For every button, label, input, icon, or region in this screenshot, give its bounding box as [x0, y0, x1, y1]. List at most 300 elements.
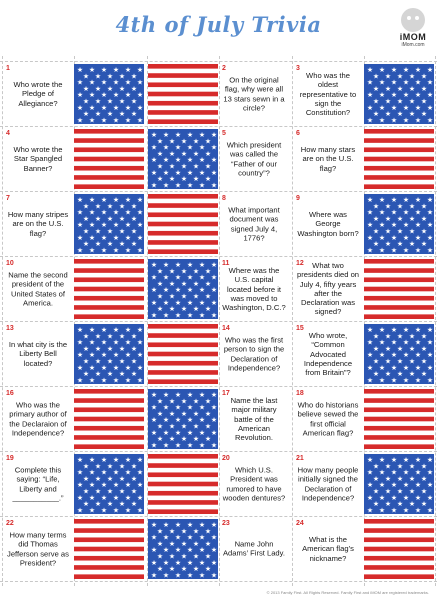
red-stripe: [148, 119, 218, 124]
star-icon: ★: [372, 203, 380, 211]
star-icon: ★: [100, 92, 108, 100]
star-icon: ★: [174, 312, 182, 319]
star-icon: ★: [192, 176, 200, 184]
question-text: How many terms did Thomas Jefferson serve as President?: [7, 530, 69, 568]
red-stripe: [74, 417, 144, 422]
star-icon: ★: [106, 463, 114, 471]
question-text: How many stripes are on the U.S. flag?: [7, 210, 69, 238]
question-number: 5: [222, 130, 226, 137]
star-icon: ★: [408, 73, 416, 81]
flag-panel: [364, 129, 434, 189]
star-icon: ★: [408, 228, 416, 236]
star-icon: ★: [198, 169, 206, 177]
red-stripe: [364, 537, 434, 542]
star-icon: ★: [186, 144, 194, 152]
star-icon: ★: [402, 494, 410, 502]
star-icon: ★: [426, 197, 434, 204]
star-icon: ★: [162, 274, 170, 282]
red-stripe: [74, 574, 144, 579]
trivia-card: [3, 259, 144, 319]
question-text: Name the last major military battle of the American Revolution.: [230, 395, 278, 442]
question-text: Who was the primary author of the Declaraion of Independence?: [9, 400, 67, 438]
star-icon: ★: [150, 262, 158, 269]
star-icon: ★: [130, 111, 138, 119]
star-icon: ★: [112, 197, 120, 204]
star-icon: ★: [396, 463, 404, 471]
star-icon: ★: [112, 507, 120, 514]
star-icon: ★: [378, 494, 386, 502]
star-icon: ★: [396, 475, 404, 483]
star-icon: ★: [94, 371, 102, 379]
star-icon: ★: [426, 209, 434, 217]
star-icon: ★: [204, 423, 212, 431]
star-icon: ★: [372, 228, 380, 236]
star-icon: ★: [124, 494, 132, 502]
star-icon: ★: [408, 85, 416, 93]
star-icon: ★: [372, 358, 380, 366]
question-panel: [293, 454, 363, 514]
question-panel: [219, 64, 289, 124]
star-icon: ★: [124, 507, 132, 514]
star-icon: ★: [162, 182, 170, 189]
star-icon: ★: [118, 85, 126, 93]
star-icon: ★: [210, 404, 218, 412]
star-icon: ★: [94, 345, 102, 353]
star-icon: ★: [124, 247, 132, 254]
star-icon: ★: [372, 371, 380, 379]
star-icon: ★: [390, 234, 398, 242]
red-stripe: [148, 352, 218, 357]
star-icon: ★: [106, 98, 114, 106]
flag-panel: [74, 324, 144, 384]
star-icon: ★: [118, 215, 126, 223]
star-icon: ★: [150, 392, 158, 399]
star-icon: ★: [118, 463, 126, 471]
question-panel: [3, 129, 73, 189]
star-icon: ★: [94, 475, 102, 483]
star-icon: ★: [198, 182, 206, 189]
star-icon: ★: [76, 494, 84, 502]
star-icon: ★: [156, 528, 164, 536]
question-number: 21: [296, 455, 304, 462]
star-icon: ★: [168, 150, 176, 158]
red-stripe: [74, 389, 144, 394]
star-icon: ★: [180, 268, 188, 276]
stars-flag-icon: [148, 259, 218, 319]
red-stripe: [74, 426, 144, 431]
question-number: 1: [6, 65, 10, 72]
red-stripe: [364, 175, 434, 180]
question-text: Who wrote, “Common Advocated Independence from Britain”?: [303, 330, 353, 377]
star-icon: ★: [130, 85, 138, 93]
star-icon: ★: [100, 339, 108, 347]
star-icon: ★: [372, 73, 380, 81]
star-icon: ★: [414, 197, 422, 204]
red-stripe: [74, 305, 144, 310]
star-icon: ★: [390, 197, 398, 204]
star-icon: ★: [94, 228, 102, 236]
star-icon: ★: [402, 457, 410, 464]
question-number: 15: [296, 325, 304, 332]
star-icon: ★: [156, 163, 164, 171]
star-icon: ★: [384, 98, 392, 106]
star-icon: ★: [402, 67, 410, 74]
star-icon: ★: [210, 144, 218, 152]
trivia-card: [293, 454, 434, 514]
star-icon: ★: [402, 327, 410, 334]
red-stripe: [364, 407, 434, 412]
star-icon: ★: [124, 67, 132, 74]
red-stripe: [148, 194, 218, 199]
red-stripe: [364, 277, 434, 282]
star-icon: ★: [174, 522, 182, 529]
star-icon: ★: [210, 522, 218, 529]
star-icon: ★: [186, 169, 194, 177]
star-icon: ★: [366, 247, 374, 254]
star-icon: ★: [408, 345, 416, 353]
star-icon: ★: [82, 241, 90, 249]
star-icon: ★: [180, 293, 188, 301]
star-icon: ★: [186, 262, 194, 269]
star-icon: ★: [366, 364, 374, 372]
star-icon: ★: [198, 299, 206, 307]
star-icon: ★: [124, 469, 132, 477]
star-icon: ★: [156, 423, 164, 431]
star-icon: ★: [136, 234, 144, 242]
star-icon: ★: [426, 339, 434, 347]
question-number: 19: [6, 455, 14, 462]
star-icon: ★: [420, 488, 428, 496]
star-icon: ★: [112, 209, 120, 217]
star-icon: ★: [156, 176, 164, 184]
star-icon: ★: [100, 197, 108, 204]
star-icon: ★: [118, 98, 126, 106]
star-icon: ★: [192, 553, 200, 561]
star-icon: ★: [168, 176, 176, 184]
star-icon: ★: [420, 228, 428, 236]
star-icon: ★: [414, 377, 422, 384]
star-icon: ★: [112, 327, 120, 334]
star-icon: ★: [156, 410, 164, 418]
star-icon: ★: [210, 169, 218, 177]
star-icon: ★: [94, 73, 102, 81]
star-icon: ★: [150, 572, 158, 579]
stripes-flag-icon: [364, 259, 434, 319]
star-icon: ★: [180, 436, 188, 444]
question-number: 8: [222, 195, 226, 202]
logo-brand: iMOM: [399, 32, 427, 42]
star-icon: ★: [130, 358, 138, 366]
star-icon: ★: [150, 534, 158, 542]
question-text: Who wrote the Star Spangled Banner?: [13, 145, 63, 173]
red-stripe: [148, 361, 218, 366]
red-stripe: [148, 92, 218, 97]
star-icon: ★: [76, 234, 84, 242]
stars-flag-icon: [74, 64, 144, 124]
star-icon: ★: [156, 540, 164, 548]
star-icon: ★: [414, 92, 422, 100]
star-icon: ★: [94, 488, 102, 496]
flag-panel: [74, 129, 144, 189]
star-icon: ★: [168, 293, 176, 301]
star-icon: ★: [186, 547, 194, 555]
star-icon: ★: [94, 98, 102, 106]
star-icon: ★: [106, 203, 114, 211]
star-icon: ★: [88, 92, 96, 100]
star-icon: ★: [204, 540, 212, 548]
star-icon: ★: [168, 410, 176, 418]
star-icon: ★: [204, 293, 212, 301]
star-icon: ★: [112, 364, 120, 372]
star-icon: ★: [390, 482, 398, 490]
red-stripe: [148, 240, 218, 245]
red-stripe: [74, 528, 144, 533]
star-icon: ★: [198, 547, 206, 555]
star-icon: ★: [408, 358, 416, 366]
question-text: What is the American flag’s nickname?: [302, 535, 354, 563]
star-icon: ★: [100, 117, 108, 124]
red-stripe: [148, 472, 218, 477]
star-icon: ★: [192, 398, 200, 406]
star-icon: ★: [204, 436, 212, 444]
star-icon: ★: [118, 203, 126, 211]
star-icon: ★: [106, 111, 114, 119]
star-icon: ★: [180, 398, 188, 406]
star-icon: ★: [396, 228, 404, 236]
trivia-card: [293, 389, 434, 449]
star-icon: ★: [396, 98, 404, 106]
question-panel: [219, 129, 289, 189]
star-icon: ★: [426, 117, 434, 124]
star-icon: ★: [372, 345, 380, 353]
star-icon: ★: [390, 67, 398, 74]
star-icon: ★: [378, 234, 386, 242]
star-icon: ★: [210, 534, 218, 542]
star-icon: ★: [130, 241, 138, 249]
star-icon: ★: [384, 371, 392, 379]
star-icon: ★: [76, 247, 84, 254]
star-icon: ★: [384, 358, 392, 366]
flag-panel: [74, 519, 144, 579]
star-icon: ★: [112, 469, 120, 477]
star-icon: ★: [174, 417, 182, 425]
star-icon: ★: [156, 566, 164, 574]
question-number: 6: [296, 130, 300, 137]
star-icon: ★: [112, 117, 120, 124]
star-icon: ★: [136, 494, 144, 502]
star-icon: ★: [156, 280, 164, 288]
star-icon: ★: [396, 111, 404, 119]
trivia-card: [148, 454, 289, 514]
logo-site: iMom.com: [401, 42, 425, 48]
star-icon: ★: [414, 222, 422, 230]
star-icon: ★: [198, 392, 206, 399]
star-icon: ★: [82, 371, 90, 379]
trivia-card: [148, 64, 289, 124]
flag-panel: [364, 64, 434, 124]
star-icon: ★: [396, 488, 404, 496]
star-icon: ★: [204, 268, 212, 276]
star-icon: ★: [118, 358, 126, 366]
star-icon: ★: [384, 215, 392, 223]
red-stripe: [74, 444, 144, 449]
star-icon: ★: [414, 507, 422, 514]
star-icon: ★: [106, 371, 114, 379]
star-icon: ★: [366, 222, 374, 230]
stars-flag-icon: [74, 454, 144, 514]
star-icon: ★: [150, 182, 158, 189]
flag-panel: [148, 194, 218, 254]
question-panel: [3, 389, 73, 449]
star-icon: ★: [378, 92, 386, 100]
stars-flag-icon: [364, 454, 434, 514]
red-stripe: [74, 129, 144, 134]
star-icon: ★: [390, 247, 398, 254]
question-text: How many stars are on the U.S. flag?: [300, 145, 356, 173]
flag-panel: [148, 454, 218, 514]
star-icon: ★: [396, 345, 404, 353]
star-icon: ★: [100, 469, 108, 477]
star-icon: ★: [100, 377, 108, 384]
star-icon: ★: [180, 566, 188, 574]
star-icon: ★: [396, 241, 404, 249]
star-icon: ★: [106, 215, 114, 223]
red-stripe: [364, 287, 434, 292]
star-icon: ★: [210, 132, 218, 139]
question-panel: [3, 324, 73, 384]
question-panel: [219, 194, 289, 254]
star-icon: ★: [174, 144, 182, 152]
star-icon: ★: [100, 222, 108, 230]
star-icon: ★: [136, 197, 144, 204]
star-icon: ★: [168, 306, 176, 314]
star-icon: ★: [414, 209, 422, 217]
star-icon: ★: [76, 67, 84, 74]
star-icon: ★: [366, 494, 374, 502]
star-icon: ★: [124, 92, 132, 100]
red-stripe: [148, 249, 218, 254]
flag-panel: [364, 259, 434, 319]
star-icon: ★: [162, 262, 170, 269]
star-icon: ★: [186, 404, 194, 412]
star-icon: ★: [186, 274, 194, 282]
star-icon: ★: [124, 482, 132, 490]
star-icon: ★: [420, 98, 428, 106]
question-text: Complete this saying: “Life, Liberty and ___________.”: [12, 465, 64, 503]
star-icon: ★: [112, 339, 120, 347]
question-text: Who was the oldest representative to sign the Constitution?: [299, 70, 357, 117]
star-icon: ★: [112, 92, 120, 100]
star-icon: ★: [76, 339, 84, 347]
star-icon: ★: [414, 352, 422, 360]
star-icon: ★: [156, 268, 164, 276]
cut-line-horizontal: [0, 581, 437, 582]
red-stripe: [148, 73, 218, 78]
question-panel: [219, 259, 289, 319]
star-icon: ★: [118, 488, 126, 496]
red-stripe: [364, 519, 434, 524]
star-icon: ★: [402, 79, 410, 87]
star-icon: ★: [136, 327, 144, 334]
star-icon: ★: [168, 540, 176, 548]
question-number: 16: [6, 390, 14, 397]
star-icon: ★: [414, 469, 422, 477]
star-icon: ★: [112, 482, 120, 490]
star-icon: ★: [106, 501, 114, 509]
question-text: What two presidents died on July 4, fifty years after the Declaration was signed?: [296, 261, 360, 317]
trivia-card: [3, 389, 144, 449]
star-icon: ★: [192, 268, 200, 276]
flag-panel: [74, 64, 144, 124]
red-stripe: [74, 519, 144, 524]
star-icon: ★: [156, 293, 164, 301]
star-icon: ★: [426, 482, 434, 490]
star-icon: ★: [174, 534, 182, 542]
star-icon: ★: [420, 85, 428, 93]
star-icon: ★: [378, 67, 386, 74]
star-icon: ★: [118, 345, 126, 353]
star-icon: ★: [390, 327, 398, 334]
flag-panel: [74, 194, 144, 254]
star-icon: ★: [366, 482, 374, 490]
star-icon: ★: [420, 333, 428, 341]
star-icon: ★: [130, 228, 138, 236]
star-icon: ★: [168, 528, 176, 536]
star-icon: ★: [106, 333, 114, 341]
star-icon: ★: [174, 547, 182, 555]
star-icon: ★: [210, 299, 218, 307]
cut-line-horizontal: [0, 191, 437, 192]
trivia-card: [148, 324, 289, 384]
star-icon: ★: [162, 144, 170, 152]
star-icon: ★: [408, 371, 416, 379]
star-icon: ★: [156, 306, 164, 314]
star-icon: ★: [396, 73, 404, 81]
star-icon: ★: [372, 215, 380, 223]
star-icon: ★: [136, 104, 144, 112]
star-icon: ★: [82, 203, 90, 211]
star-icon: ★: [366, 469, 374, 477]
question-panel: [219, 454, 289, 514]
star-icon: ★: [420, 345, 428, 353]
star-icon: ★: [180, 410, 188, 418]
star-icon: ★: [130, 215, 138, 223]
star-icon: ★: [402, 197, 410, 204]
flag-panel: [148, 389, 218, 449]
star-icon: ★: [82, 463, 90, 471]
cut-line-horizontal: [0, 256, 437, 257]
star-icon: ★: [150, 132, 158, 139]
star-icon: ★: [112, 247, 120, 254]
stars-flag-icon: [74, 194, 144, 254]
flag-panel: [74, 389, 144, 449]
star-icon: ★: [106, 241, 114, 249]
star-icon: ★: [210, 417, 218, 425]
star-icon: ★: [162, 534, 170, 542]
red-stripe: [148, 491, 218, 496]
star-icon: ★: [106, 73, 114, 81]
red-stripe: [364, 166, 434, 171]
red-stripe: [364, 138, 434, 143]
star-icon: ★: [210, 392, 218, 399]
star-icon: ★: [420, 371, 428, 379]
star-icon: ★: [426, 457, 434, 464]
star-icon: ★: [100, 364, 108, 372]
star-icon: ★: [390, 507, 398, 514]
star-icon: ★: [366, 117, 374, 124]
star-icon: ★: [198, 429, 206, 437]
red-stripe: [364, 305, 434, 310]
